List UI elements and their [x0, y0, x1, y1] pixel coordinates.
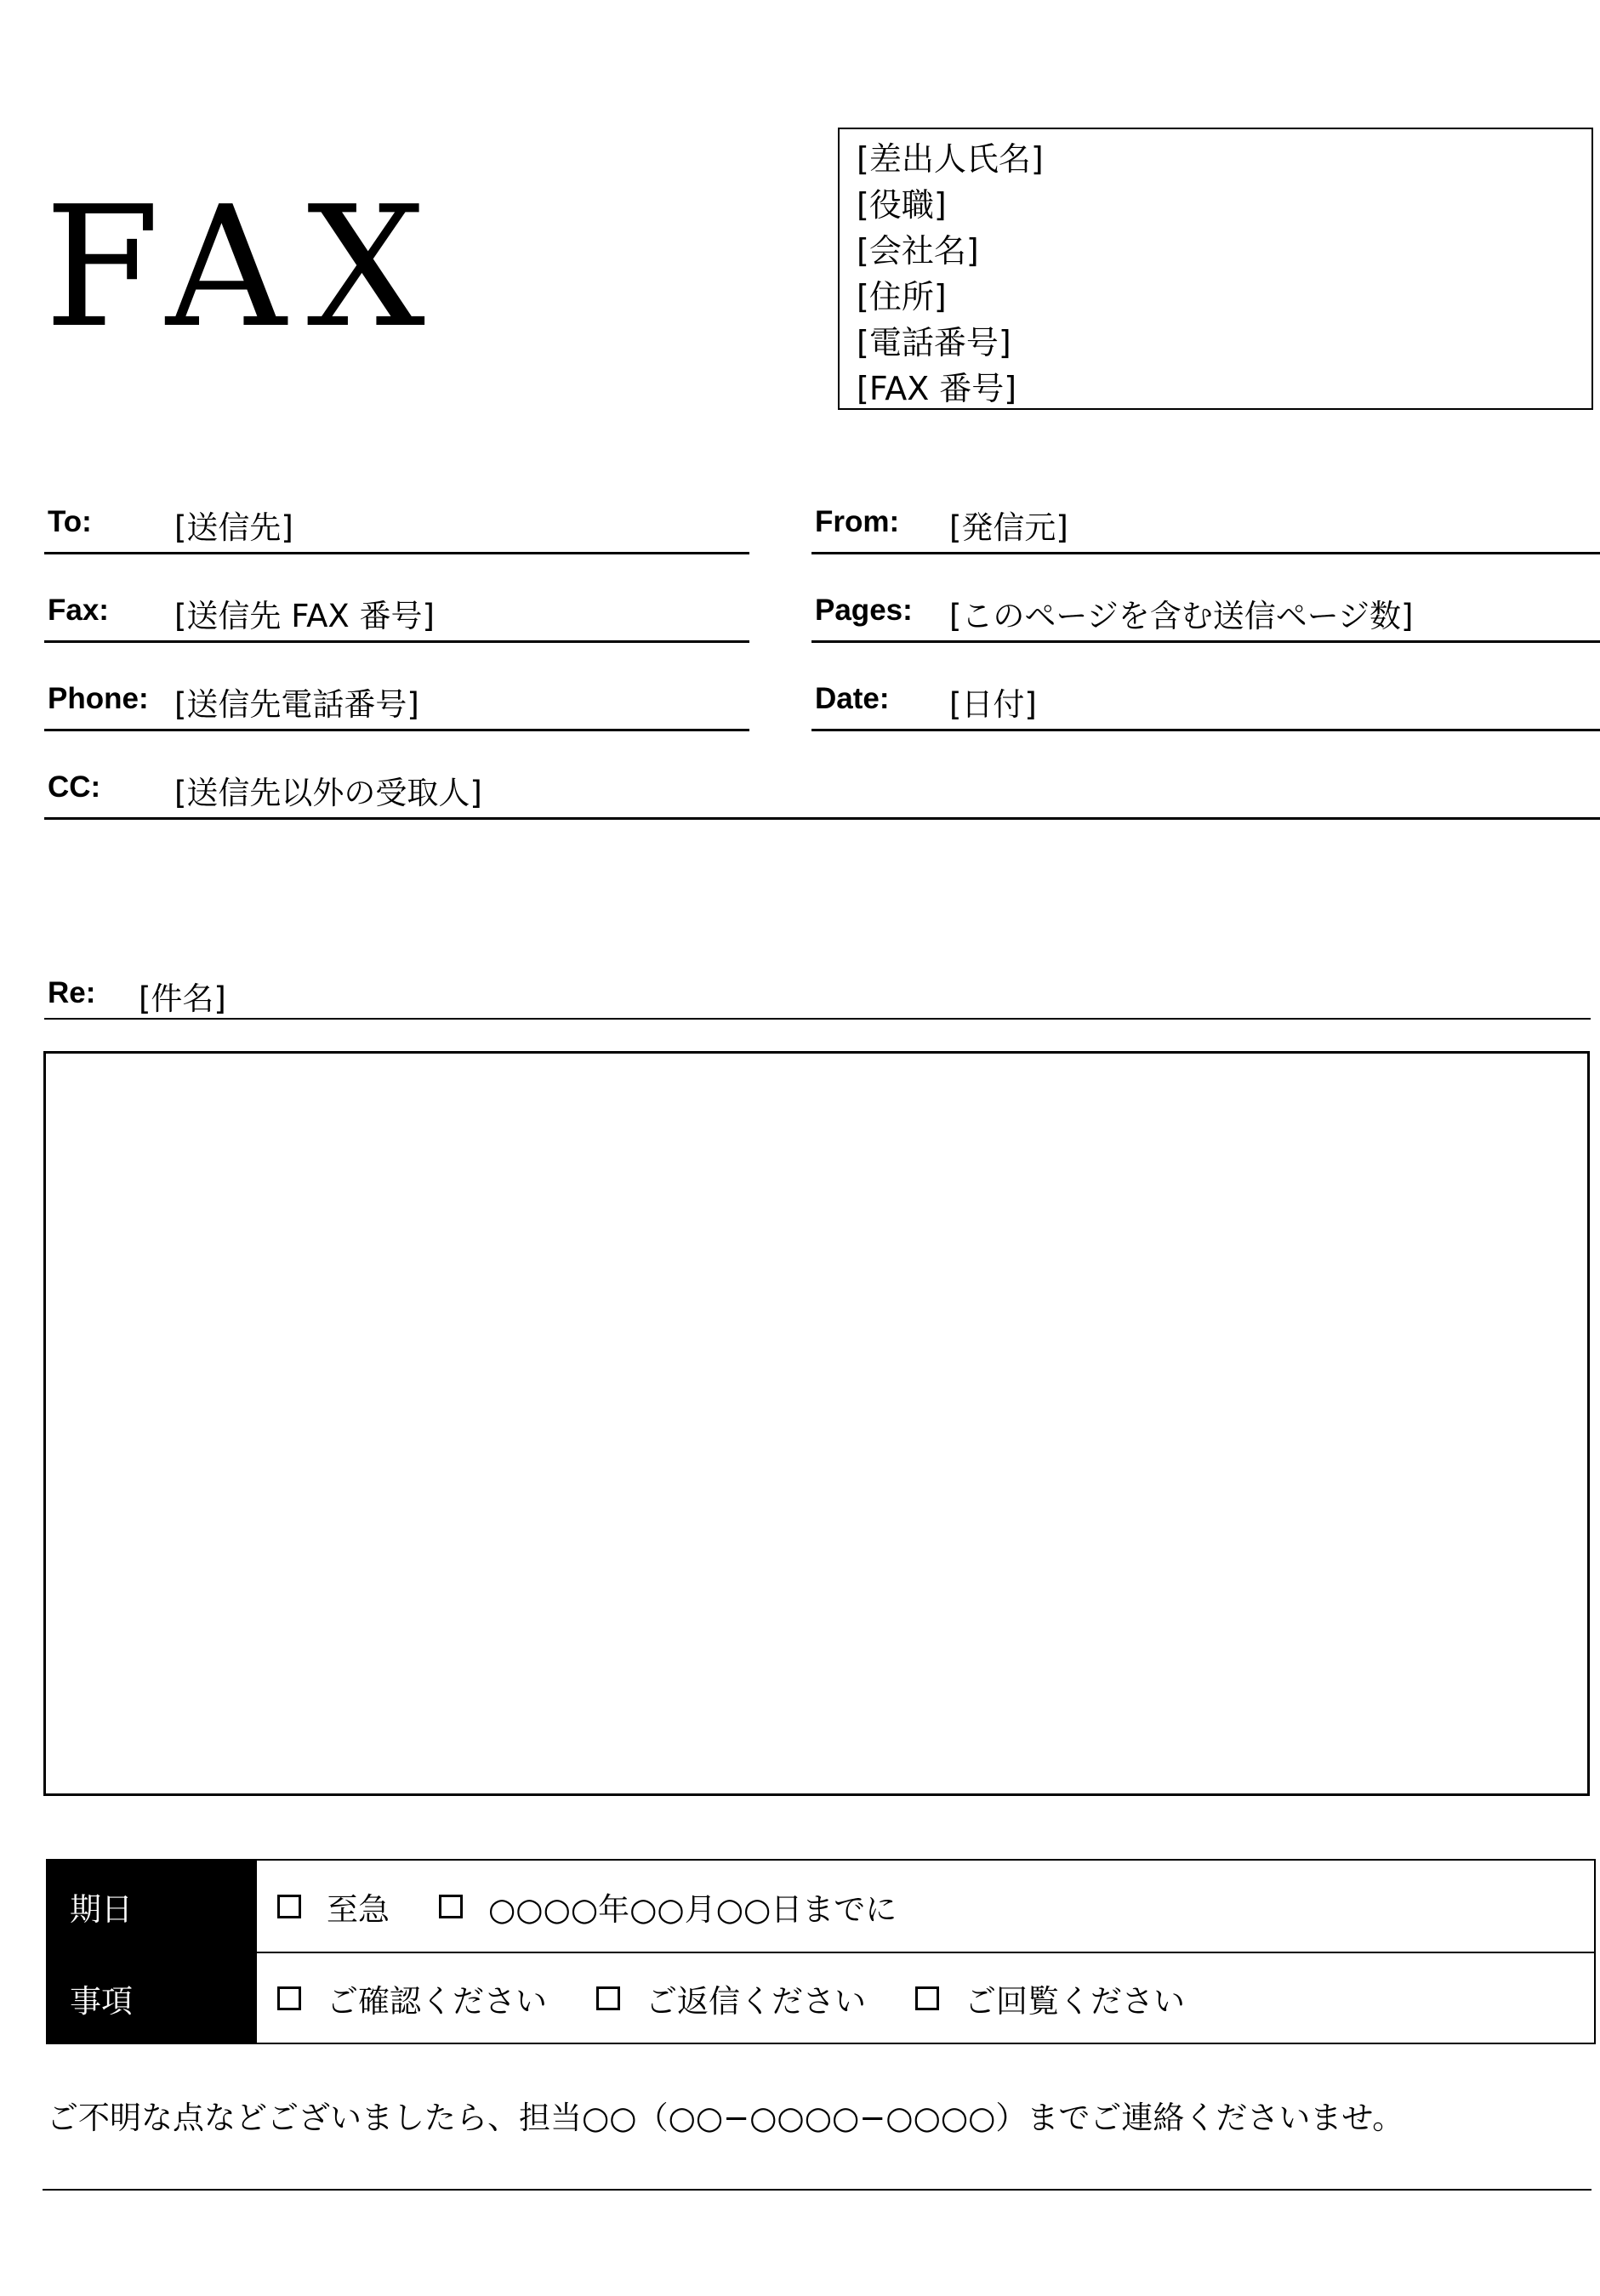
from-label: From:: [815, 505, 900, 538]
phone-label: Phone:: [48, 682, 149, 715]
phone-underline: [44, 729, 749, 731]
pages-label: Pages:: [815, 594, 913, 627]
deadline-row: [48, 1861, 1594, 1953]
fax-value[interactable]: [送信先 FAX 番号]: [174, 598, 435, 634]
pages-underline: [811, 640, 1600, 643]
option-please-confirm[interactable]: [277, 1975, 547, 2021]
sender-position[interactable]: [役職]: [857, 186, 947, 224]
option-please-circulate[interactable]: [915, 1975, 1185, 2021]
message-body-area[interactable]: [43, 1051, 1590, 1796]
footer-rule: [43, 2189, 1591, 2191]
sender-name[interactable]: [差出人氏名]: [857, 140, 1044, 178]
to-value[interactable]: [送信先]: [174, 509, 293, 546]
phone-value[interactable]: [送信先電話番号]: [174, 686, 419, 723]
option-please-reply-label: ご返信ください: [646, 1982, 866, 2020]
option-please-circulate-label: ご回覧ください: [965, 1982, 1185, 2020]
date-label: Date:: [815, 682, 890, 715]
cc-underline: [44, 817, 1600, 820]
sender-info-box: [838, 128, 1593, 410]
options-table: [46, 1859, 1596, 2044]
checkbox-icon[interactable]: [596, 1986, 620, 2010]
option-urgent[interactable]: [277, 1884, 390, 1929]
cc-value[interactable]: [送信先以外の受取人]: [174, 775, 482, 811]
option-please-reply[interactable]: [596, 1975, 866, 2021]
re-value[interactable]: [件名]: [139, 980, 226, 1017]
date-value[interactable]: [日付]: [949, 686, 1037, 723]
re-label: Re:: [48, 976, 96, 1009]
matters-options: [257, 1952, 1594, 2043]
checkbox-icon[interactable]: [277, 1895, 301, 1918]
re-underline: [44, 1018, 1591, 1020]
sender-phone[interactable]: [電話番号]: [857, 324, 1011, 361]
fax-underline: [44, 640, 749, 643]
fax-label: Fax:: [48, 594, 109, 627]
date-underline: [811, 729, 1600, 731]
sender-address[interactable]: [住所]: [857, 278, 947, 315]
to-label: To:: [48, 505, 92, 538]
fax-title: FAX: [44, 171, 447, 365]
sender-fax[interactable]: [FAX 番号]: [857, 370, 1017, 407]
checkbox-icon[interactable]: [439, 1895, 463, 1918]
matters-row: [48, 1952, 1594, 2043]
cc-label: CC:: [48, 770, 101, 804]
matters-header: 事項: [48, 1952, 257, 2043]
deadline-header: 期日: [48, 1861, 257, 1952]
option-please-confirm-label: ご確認ください: [327, 1982, 547, 2020]
pages-value[interactable]: [このページを含む送信ページ数]: [949, 598, 1414, 634]
to-underline: [44, 552, 749, 554]
option-urgent-label: 至急: [327, 1890, 390, 1928]
checkbox-icon[interactable]: [915, 1986, 939, 2010]
checkbox-icon[interactable]: [277, 1986, 301, 2010]
contact-note: ご不明な点などございましたら、担当○○（○○−○○○○−○○○○）までご連絡くださいませ。: [47, 2100, 1404, 2136]
deadline-options: [257, 1861, 1594, 1952]
option-by-date[interactable]: [439, 1884, 897, 1929]
from-underline: [811, 552, 1600, 554]
sender-company[interactable]: [会社名]: [857, 232, 979, 270]
from-value[interactable]: [発信元]: [949, 509, 1068, 546]
option-by-date-label: ○○○○年○○月○○日までに: [488, 1890, 897, 1928]
